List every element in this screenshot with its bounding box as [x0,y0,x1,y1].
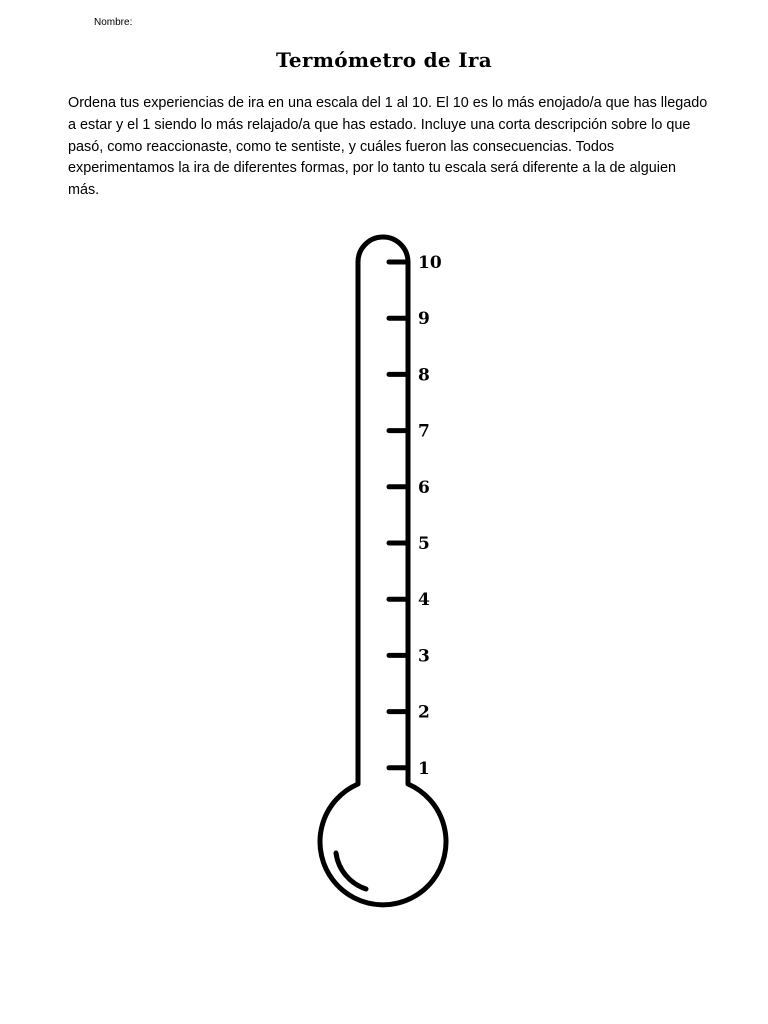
scale-label: 1 [418,758,430,779]
scale-label: 6 [418,477,430,498]
scale-label: 2 [418,702,430,723]
scale-label: 3 [418,646,430,667]
scale-label: 8 [418,365,430,386]
page-title: Termómetro de Ira [276,48,492,72]
name-label: Nombre: [94,17,133,28]
instructions-paragraph: Ordena tus experiencias de ira en una escala del 1 al 10. El 10 es lo más enojado/a que has llegado a estar y el 1 siendo lo más relajado/a que has estado. Incluye una corta descripción sobre lo que pasó, como reaccionaste, como te sentiste, y cuáles fueron las consecuencias. Todos experimentamos la ira de diferentes formas, por lo tanto tu escala será diferente a la de alguien más. [68,95,708,199]
scale-label: 5 [418,534,430,554]
bulb-highlight [336,853,366,889]
scale-label: 9 [418,309,430,330]
scale-ticks [389,253,442,779]
thermometer-outline [320,237,446,905]
scale-label: 4 [418,590,430,611]
scale-label: 7 [418,421,430,442]
scale-label: 10 [418,253,442,273]
